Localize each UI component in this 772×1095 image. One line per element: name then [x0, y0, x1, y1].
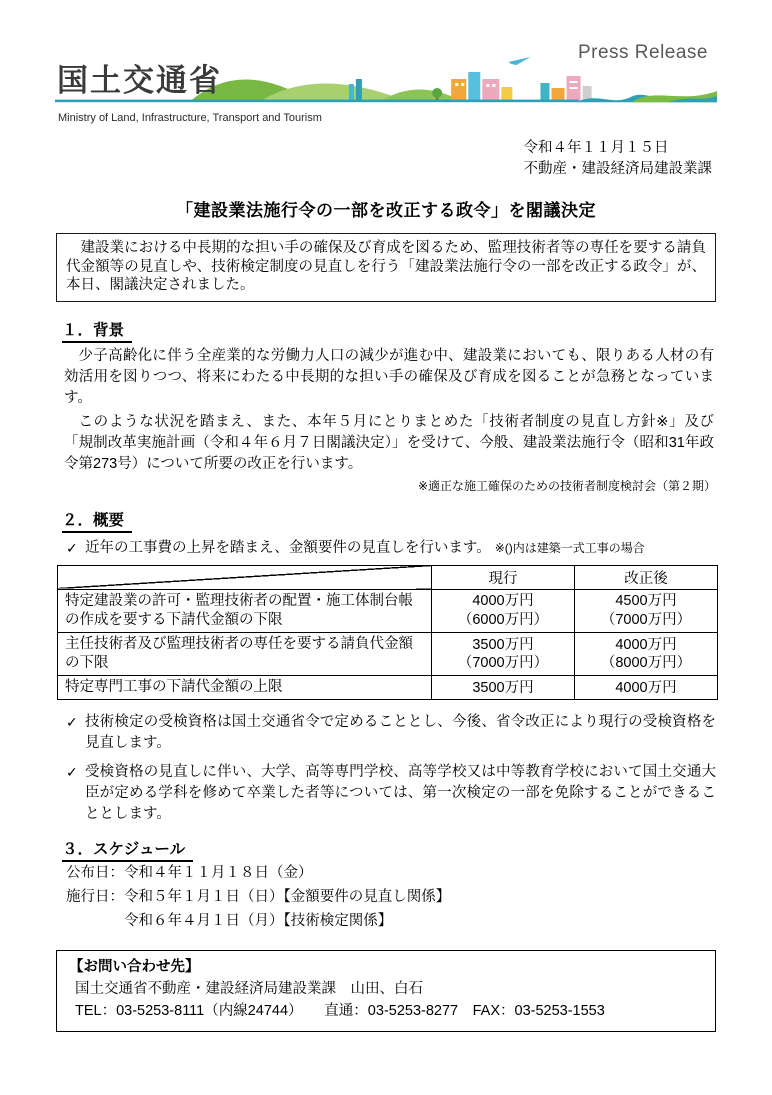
building-window-icon: [455, 83, 458, 86]
table-row: [58, 633, 718, 676]
bullet-exam-eligibility: [66, 712, 716, 754]
bullet-exam-exemption-text: 受検資格の見直しに伴い、大学、高等専門学校、高等学校又は中等教育学校において国土交通大臣が定める学科を修めて卒業した者等については、第一次検定の一部を免除することができることとします。: [85, 764, 716, 823]
airplane-icon: [508, 57, 530, 65]
table-row: [58, 676, 718, 700]
section-schedule: [56, 837, 716, 934]
check-icon: ✓: [66, 539, 78, 556]
current-value: 3500万円 （7000万円）: [432, 633, 575, 676]
table-row: [58, 589, 718, 632]
header: [0, 0, 772, 130]
page-title: 「建設業法施行令の一部を改正する政令」を閣議決定: [176, 201, 596, 221]
ministry-name-en: Ministry of Land, Infrastructure, Transport and Tourism: [58, 112, 322, 124]
building-icon: [501, 87, 512, 101]
section-heading-overview: ２．概要: [62, 508, 132, 533]
revised-value: 4000万円 （8000万円）: [575, 633, 718, 676]
building-icon: [552, 88, 565, 101]
ministry-name: 国土交通省: [57, 63, 222, 98]
hill-icon: [261, 84, 406, 102]
building-window-icon: [461, 83, 464, 86]
issuing-department: 不動産・建設経済局建設業課: [523, 161, 712, 178]
building-icon: [468, 72, 480, 101]
building-icon: [540, 83, 549, 101]
release-date: 令和４年１１月１５日: [523, 140, 669, 156]
bullet-cost-revision: [66, 538, 716, 559]
building-icon: [451, 79, 466, 101]
revised-value: 4000万円: [575, 676, 718, 700]
bullet-exam-eligibility-text: 技術検定の受検資格は国土交通省令で定めることとし、今後、省令改正により現行の受検資格を見直します。: [85, 714, 716, 752]
bullet-cost-revision-text: 近年の工事費の上昇を踏まえ、金額要件の見直しを行います。: [85, 539, 491, 556]
bullet-exam-exemption: [66, 762, 716, 825]
current-value: 4000万円 （6000万円）: [432, 589, 575, 632]
check-icon: ✓: [66, 764, 78, 781]
col-header-current: 現行: [432, 565, 575, 589]
revised-value: 4500万円 （7000万円）: [575, 589, 718, 632]
check-icon: ✓: [66, 714, 78, 731]
summary-box: [56, 233, 716, 302]
amount-requirements-table: [57, 565, 718, 701]
section-overview: [56, 508, 716, 826]
schedule-promulgation-date: 公布日：令和４年１１月１８日（金）: [66, 865, 313, 882]
background-para-1: 少子高齢化に伴う全産業的な労働力人口の減少が進む中、建設業においても、限りある人材の有効活用を図りつつ、将来にわたる中長期的な担い手の確保及び育成を図ることが急務となっています。: [64, 347, 714, 406]
contact-name-line: 国土交通省不動産・建設経済局建設業課 山田、白石: [75, 981, 423, 997]
contact-box: [56, 950, 716, 1031]
contact-heading: 【お問い合わせ先】: [69, 959, 200, 976]
bullet-cost-revision-note: ※()内は建築一式工事の場合: [494, 540, 645, 555]
background-footnote: ※適正な施工確保のための技術者制度検討会（第２期）: [417, 478, 716, 493]
table-corner-cell: [58, 565, 432, 589]
schedule-effective-date-1: 施行日：令和５年１月１日（日）【金額要件の見直し関係】: [66, 889, 451, 906]
press-release-label: Press Release: [577, 42, 708, 63]
building-icon: [349, 84, 354, 101]
schedule-effective-date-2: 令和６年４月１日（月）【技術検定関係】: [124, 913, 393, 930]
building-window-icon: [570, 81, 578, 83]
row-label: 特定専門工事の下請代金額の上限: [58, 676, 432, 700]
building-window-icon: [570, 87, 578, 89]
building-window-icon: [492, 84, 495, 87]
background-para-2: このような状況を踏まえ、また、本年５月にとりまとめた「技術者制度の見直し方針※」及び「規制改革実施計画（令和４年６月７日閣議決定）」を受けて、今般、建設業法施行令（昭和31年政令第273号）について所要の改正を行います。: [64, 413, 715, 472]
building-icon: [482, 79, 499, 101]
section-heading-schedule: ３．スケジュール: [62, 837, 193, 862]
building-icon: [356, 79, 362, 101]
section-heading-background: １．背景: [62, 318, 132, 343]
section-background: [56, 318, 716, 494]
row-label: 主任技術者及び監理技術者の専任を要する請負代金額の下限: [58, 633, 432, 676]
contact-phone-line: TEL：03-5253-8111（内線24744） 直通：03-5253-8277 FAX：03-5253-1553: [75, 1002, 605, 1019]
date-block: [524, 138, 713, 180]
summary-text: 建設業における中長期的な担い手の確保及び育成を図るため、監理技術者等の専任を要する請負代金額等の見直しや、技術検定制度の見直しを行う「建設業法施行令の一部を改正する政令」が、本日、閣議決定されました。: [66, 240, 706, 294]
building-window-icon: [486, 84, 489, 87]
current-value: 3500万円: [432, 676, 575, 700]
table-header-row: [58, 565, 718, 589]
tree-icon: [432, 88, 442, 98]
row-label: 特定建設業の許可・監理技術者の配置・施工体制台帳の作成を要する下請代金額の下限: [58, 589, 432, 632]
hill-icon: [381, 90, 461, 102]
col-header-revised: 改正後: [575, 565, 718, 589]
